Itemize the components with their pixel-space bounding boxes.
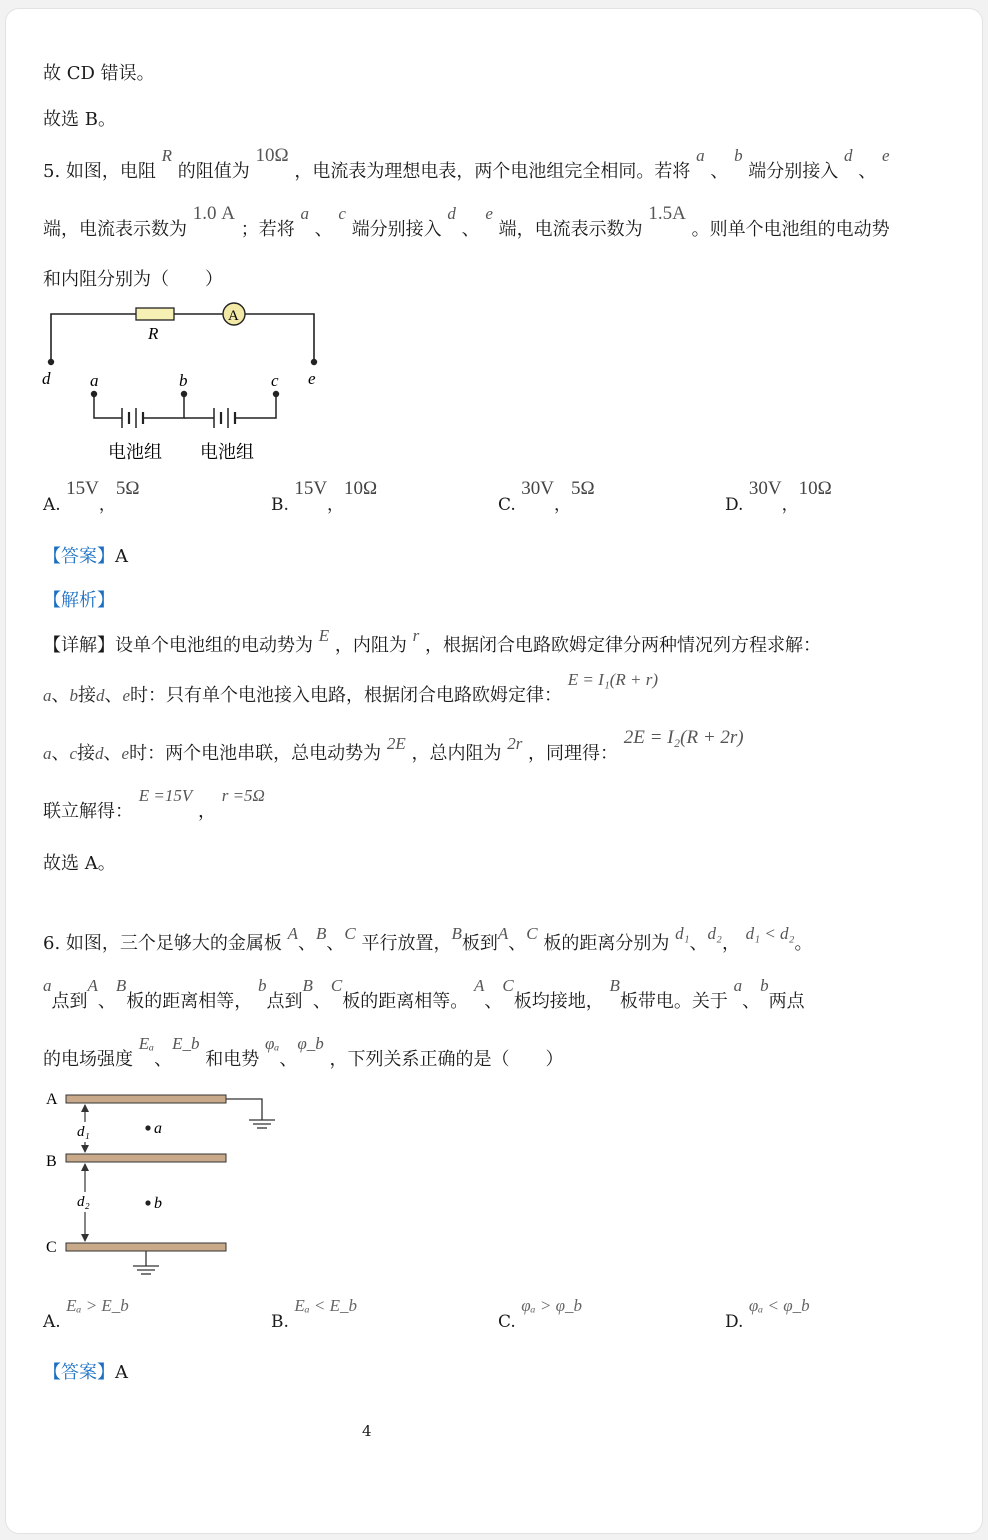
option-label: B. (271, 495, 289, 515)
option-expression: φₐ > φ_b (521, 1296, 582, 1315)
text: 、 (484, 991, 503, 1012)
math-var: a (733, 976, 743, 995)
analysis-tag: 【解析】 (43, 590, 115, 611)
answer-tag: 【答案】 (43, 546, 115, 567)
text: 、 (742, 991, 761, 1012)
math-var: R (161, 146, 173, 165)
text: ，下列关系正确的是（ ） (329, 1049, 564, 1070)
math-var: E_b (172, 1034, 200, 1053)
answer-value: A (115, 546, 128, 567)
math-var: E (318, 626, 330, 645)
q6-option-b[interactable] (271, 1296, 358, 1333)
answer-line (43, 1361, 128, 1385)
math-var: a (696, 146, 705, 165)
text: 。则单个电池组的电动势 (691, 219, 890, 240)
terminal-e-dot (311, 359, 317, 365)
text: 、 (279, 1049, 298, 1070)
math-var: b (258, 976, 267, 995)
text: 板的距离相等， (126, 991, 253, 1012)
point-b-label: b (154, 1195, 162, 1212)
math-var: A (497, 924, 509, 943)
math-var: B (609, 976, 620, 995)
q5-option-c[interactable] (498, 478, 595, 516)
math-value: 2r (507, 734, 523, 753)
answer-tag: 【答案】 (43, 1362, 115, 1383)
text: ，根据闭合电路欧姆定律分两种情况列方程求解： (424, 635, 821, 656)
text: 板的距离相等。 (342, 991, 469, 1012)
answer-line (43, 545, 128, 569)
text: 接 (77, 743, 96, 764)
math-var: e (121, 744, 130, 763)
text: 、 (104, 685, 123, 706)
inequality: d₁ < d₂ (745, 924, 795, 943)
option-value: 15V (294, 478, 328, 499)
option-label: C. (498, 1312, 516, 1332)
equation: E =15V (138, 786, 193, 805)
battery-2-label: 电池组 (200, 442, 254, 462)
option-value: 10Ω (344, 478, 378, 499)
text: 、 (298, 933, 317, 954)
text: ；若将 (240, 219, 295, 240)
d1-label: d₁ (77, 1124, 90, 1140)
text: 接 (78, 685, 96, 706)
math-var: C (502, 976, 514, 995)
q6-option-c[interactable] (498, 1296, 582, 1333)
answer-value: A (115, 1362, 128, 1383)
text: 板到 (461, 933, 498, 954)
text: ， (721, 933, 740, 954)
q5-option-a[interactable] (43, 478, 140, 516)
plate-c (66, 1243, 226, 1251)
math-var: r (412, 626, 420, 645)
math-var: d (447, 204, 456, 223)
resistor-label: R (148, 324, 159, 343)
text: 端分别接入 (351, 219, 442, 240)
option-separator: ， (98, 495, 116, 515)
math-var: C (330, 976, 343, 995)
text: 、 (858, 161, 877, 182)
text-line: 故选 A。 (43, 853, 116, 874)
question-5-line-1 (43, 145, 890, 184)
math-var: A (87, 976, 98, 995)
text: 板的距离分别为 (543, 933, 670, 954)
q6-option-a[interactable] (43, 1296, 129, 1333)
math-var: c (338, 204, 346, 223)
question-5-line-3: 和内阻分别为（ ） (43, 269, 223, 290)
option-value: 30V (521, 478, 554, 499)
detail-line (43, 626, 821, 658)
math-var: d (844, 146, 853, 165)
math-var: a (43, 976, 52, 995)
question-6-line-1 (43, 924, 813, 956)
terminal-d-label: d (42, 369, 51, 388)
text: 、 (461, 219, 480, 240)
text: 时：两个电池串联，总电动势为 (129, 743, 382, 764)
option-label: D. (725, 1312, 744, 1332)
page-number: 4 (362, 1422, 372, 1440)
equation: 2E = I₂(R + 2r) (623, 727, 744, 748)
text: 端，电流表示数为 (43, 219, 187, 240)
plate-b (66, 1154, 226, 1162)
solve-line (43, 786, 265, 824)
question-6-line-3 (43, 1034, 564, 1072)
math-var: A (473, 976, 485, 995)
terminal-c-label: c (271, 371, 279, 390)
math-var: a (300, 204, 309, 223)
text: 板带电。关于 (619, 991, 728, 1012)
math-var: a (43, 744, 52, 763)
math-var: a (43, 686, 52, 705)
text: 的电场强度 (43, 1049, 133, 1070)
option-label: A. (43, 1312, 61, 1332)
plate-b-label: B (46, 1153, 57, 1170)
plate-c-label: C (46, 1239, 57, 1256)
q5-option-d[interactable] (725, 478, 832, 516)
option-expression: Eₐ > E_b (66, 1296, 129, 1315)
math-var: B (302, 976, 313, 995)
terminal-a-label: a (90, 371, 99, 390)
option-separator: ， (553, 495, 571, 515)
option-value: 10Ω (798, 478, 832, 499)
circuit-diagram (36, 298, 336, 468)
math-var: d (96, 686, 105, 705)
option-label: D. (725, 495, 744, 515)
math-var: φ_b (297, 1034, 324, 1053)
text: 、 (103, 743, 122, 764)
option-label: A. (43, 495, 61, 515)
text: 时：只有单个电池接入电路，根据闭合电路欧姆定律： (130, 685, 563, 706)
text: 端，电流表示数为 (498, 219, 643, 240)
text: ，同理得： (528, 743, 619, 764)
text: 6. 如图，三个足够大的金属板 (43, 933, 282, 954)
math-var: e (882, 146, 890, 165)
terminal-e-label: e (308, 369, 316, 388)
text: 的阻值为 (177, 161, 250, 182)
option-value: 15V (66, 478, 99, 499)
equation: E = I₁(R + r) (567, 670, 659, 689)
question-5-line-2 (43, 203, 890, 242)
text: 、 (312, 991, 331, 1012)
math-var: C (526, 924, 538, 943)
equation: r =5Ω (221, 786, 265, 805)
text: 、 (710, 161, 729, 182)
text: 板均接地， (513, 991, 604, 1012)
option-separator: ， (781, 495, 799, 515)
text: 联立解得： (43, 801, 133, 822)
text: ，内阻为 (334, 635, 407, 656)
d2-label: d₂ (77, 1194, 90, 1210)
resistor-symbol (136, 308, 174, 320)
case-2-line (43, 727, 744, 766)
plate-a (66, 1095, 226, 1103)
option-label: B. (271, 1312, 289, 1332)
option-expression: Eₐ < E_b (294, 1296, 358, 1315)
math-var: Eₐ (138, 1034, 155, 1053)
math-var: B (316, 924, 327, 943)
text: 、 (97, 991, 116, 1012)
math-value: 1.5A (648, 203, 686, 224)
plate-a-label: A (46, 1091, 58, 1108)
text: ， (197, 801, 216, 822)
point-a-label: a (154, 1120, 162, 1137)
text: 两点 (768, 991, 805, 1012)
case-1-line (43, 670, 659, 708)
text-line: 故 CD 错误。 (43, 63, 155, 84)
text: 、 (508, 933, 527, 954)
math-var: c (69, 744, 78, 763)
text: 点到 (266, 991, 303, 1012)
question-6-line-2 (43, 976, 805, 1014)
q5-option-b[interactable] (271, 478, 378, 516)
text: 、 (154, 1049, 173, 1070)
math-var: b (734, 146, 743, 165)
math-value: 10Ω (255, 145, 289, 166)
text: 、 (51, 685, 70, 706)
text: 、 (326, 933, 345, 954)
text: 、 (314, 219, 333, 240)
text: 端分别接入 (748, 161, 839, 182)
q6-option-d[interactable] (725, 1296, 810, 1333)
text: ，电流表为理想电表，两个电池组完全相同。若将 (294, 161, 691, 182)
battery-1-label: 电池组 (108, 442, 162, 462)
text: 。 (794, 933, 813, 954)
ammeter-label: A (228, 308, 239, 324)
math-value: 1.0 A (192, 203, 235, 224)
text: 、 (689, 933, 708, 954)
point-b (145, 1200, 150, 1205)
math-var: b (760, 976, 769, 995)
math-var: A (287, 924, 299, 943)
text: 、 (51, 743, 70, 764)
math-var: b (69, 686, 78, 705)
text-line: 故选 B。 (43, 109, 116, 130)
math-var: B (115, 976, 127, 995)
math-var: d (95, 744, 104, 763)
math-var: C (344, 924, 356, 943)
plates-diagram (40, 1086, 300, 1286)
math-var: φₐ (264, 1034, 280, 1053)
math-var: e (485, 204, 493, 223)
math-var: e (122, 686, 131, 705)
math-var: d₂ (707, 924, 722, 943)
math-value: 2E (386, 734, 406, 753)
text: 和电势 (205, 1049, 260, 1070)
math-var: B (451, 924, 462, 943)
option-value: 30V (748, 478, 782, 499)
text: 5. 如图，电阻 (43, 161, 156, 182)
text: 平行放置， (361, 933, 452, 954)
option-label: C. (498, 495, 516, 515)
option-value: 5Ω (570, 478, 595, 499)
detail-tag: 【详解】 (43, 635, 115, 656)
text: ，总内阻为 (411, 743, 502, 764)
option-expression: φₐ < φ_b (748, 1296, 810, 1315)
terminal-d-dot (48, 359, 54, 365)
math-var: d₁ (675, 924, 690, 943)
analysis-line (43, 589, 115, 613)
text: 点到 (51, 991, 88, 1012)
option-value: 5Ω (115, 478, 140, 499)
text: 设单个电池组的电动势为 (115, 635, 313, 656)
terminal-b-label: b (179, 371, 188, 390)
point-a (145, 1125, 150, 1130)
option-separator: ， (327, 495, 345, 515)
